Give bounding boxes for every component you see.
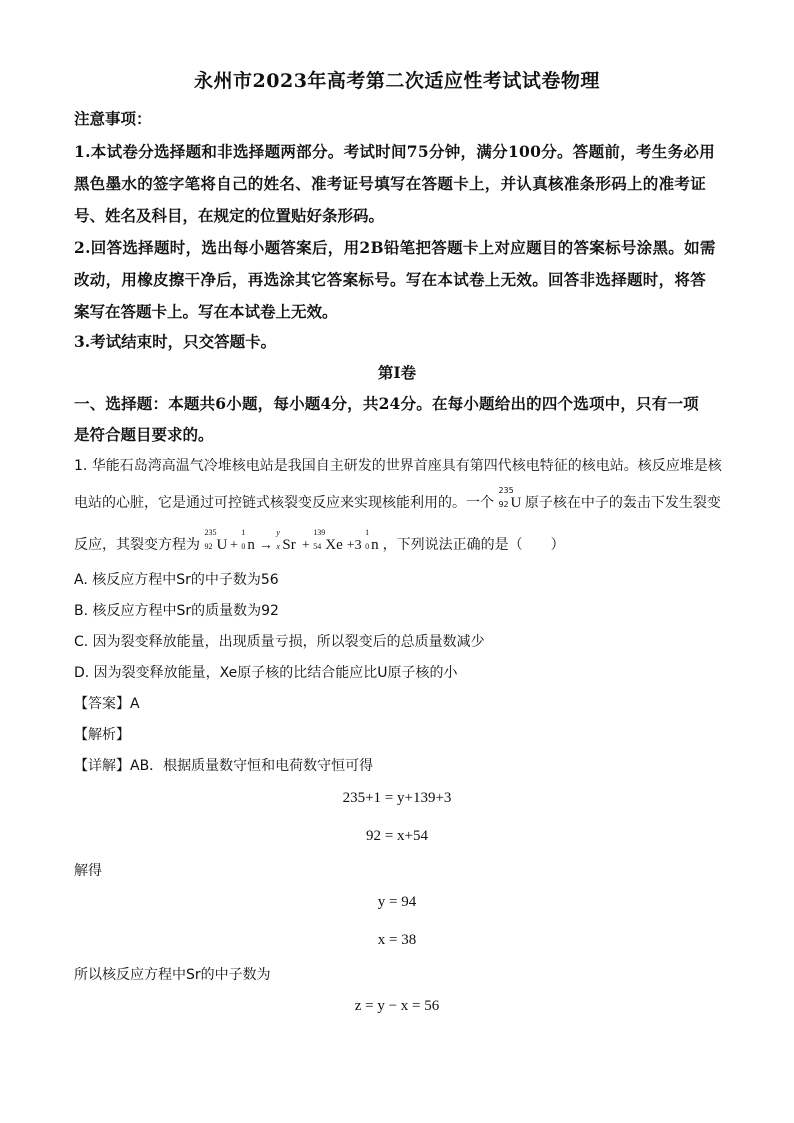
eq-xe-nuclide: [313, 528, 343, 554]
u-mass-number: 235: [498, 485, 514, 495]
notice-line-3: 号、姓名及科目，在规定的位置贴好条形码。: [74, 206, 385, 225]
question-1-line-3-before: 反应，其裂变方程为: [74, 537, 200, 553]
detail-line: [74, 755, 373, 775]
notice-line-1: 1.本试卷分选择题和非选择题两部分。考试时间75分钟，满分100分。答题前，考生务必用: [74, 142, 716, 161]
solve-label: 解得: [74, 863, 102, 879]
eq-n2-mass: 1: [365, 528, 370, 538]
eq-u-mass: 235: [204, 528, 217, 538]
volume-label: 第Ⅰ卷: [377, 363, 417, 382]
eq-plus-1: +: [229, 538, 238, 553]
question-1-line-1: 1. 华能石岛湾高温气冷堆核电站是我国自主研发的世界首座具有第四代核电特征的核电站。核反应堆是核: [74, 458, 722, 474]
eq-sr-mass: y: [276, 528, 280, 538]
eq-u-symbol: U: [216, 537, 228, 554]
equation-1: 235+1 = y+139+3: [342, 790, 452, 806]
detail-text: AB．根据质量数守恒和电荷数守恒可得: [130, 758, 374, 774]
u-charge-number: 92: [498, 499, 509, 509]
notice-line-5: 改动，用橡皮擦干净后，再选涂其它答案标号。写在本试卷上无效。回答非选择题时，将答: [74, 270, 707, 289]
eq-xe-charge: 54: [313, 542, 322, 552]
equation-2: 92 = x+54: [366, 828, 428, 844]
eq-n-symbol: n: [247, 537, 255, 554]
section-heading-line-2: 是符合题目要求的。: [74, 425, 214, 444]
option-c: C. 因为裂变释放能量，出现质量亏损，所以裂变后的总质量数减少: [74, 634, 485, 650]
eq-sr-charge: x: [276, 542, 280, 552]
equation-3: y = 94: [377, 894, 417, 910]
eq-n2-symbol: n: [371, 537, 379, 554]
notice-heading: 注意事项：: [74, 109, 152, 128]
eq-n-mass: 1: [241, 528, 246, 538]
eq-sr-nuclide: [276, 528, 298, 554]
eq-plus-2: +: [301, 538, 310, 553]
eq-xe-symbol: Xe: [325, 537, 343, 554]
eq-arrow: →: [258, 538, 273, 553]
option-d: D. 因为裂变释放能量，Xe原子核的比结合能应比U原子核的小: [74, 665, 458, 681]
eq-plus-3: +3: [346, 538, 362, 553]
question-1-line-2-before: 电站的心脏，它是通过可控链式核裂变反应来实现核能利用的。一个: [74, 495, 494, 511]
section-heading-line-1: 一、选择题：本题共6小题，每小题4分，共24分。在每小题给出的四个选项中，只有一项: [74, 394, 699, 413]
eq-u-nuclide: [204, 528, 228, 554]
analysis-label: 【解析】: [74, 727, 130, 743]
answer-value: A: [130, 696, 140, 712]
eq-u-charge: 92: [204, 542, 213, 552]
page-title: 永州市2023年高考第二次适应性考试试卷物理: [194, 70, 600, 92]
notice-line-7: 3.考试结束时，只交答题卡。: [74, 332, 277, 351]
notice-line-2: 黑色墨水的签字笔将自己的姓名、准考证号填写在答题卡上，并认真核准条形码上的准考证: [74, 174, 707, 193]
notice-line-4: 2.回答选择题时，选出每小题答案后，用2B铅笔把答题卡上对应题目的答案标号涂黑。如需: [74, 238, 716, 257]
answer-label: 【答案】: [74, 696, 130, 712]
option-b: B. 核反应方程中Sr的质量数为92: [74, 603, 279, 619]
eq-n2-charge: 0: [365, 542, 370, 552]
eq-neutron-2: [365, 528, 379, 554]
question-1-line-3: [74, 528, 565, 554]
option-a: A. 核反应方程中Sr的中子数为56: [74, 572, 279, 588]
notice-line-6: 案写在答题卡上。写在本试卷上无效。: [74, 302, 338, 321]
equation-5: z = y − x = 56: [354, 998, 440, 1014]
question-1-line-2-after: 原子核在中子的轰击下发生裂变: [524, 495, 721, 511]
equation-4: x = 38: [377, 932, 417, 948]
detail-label: 【详解】: [74, 758, 130, 774]
question-1-line-3-after: ，下列说法正确的是（ ）: [382, 537, 565, 553]
eq-sr-symbol: Sr: [282, 537, 296, 554]
eq-xe-mass: 139: [313, 528, 326, 538]
eq-neutron: [241, 528, 255, 554]
u-symbol: U: [510, 494, 522, 511]
eq-n-charge: 0: [241, 542, 246, 552]
fission-equation: [204, 528, 382, 554]
answer-line: [74, 693, 140, 713]
u-nuclide: [498, 485, 522, 512]
question-1-line-2: [74, 485, 721, 512]
conclusion-text: 所以核反应方程中Sr的中子数为: [74, 967, 271, 983]
